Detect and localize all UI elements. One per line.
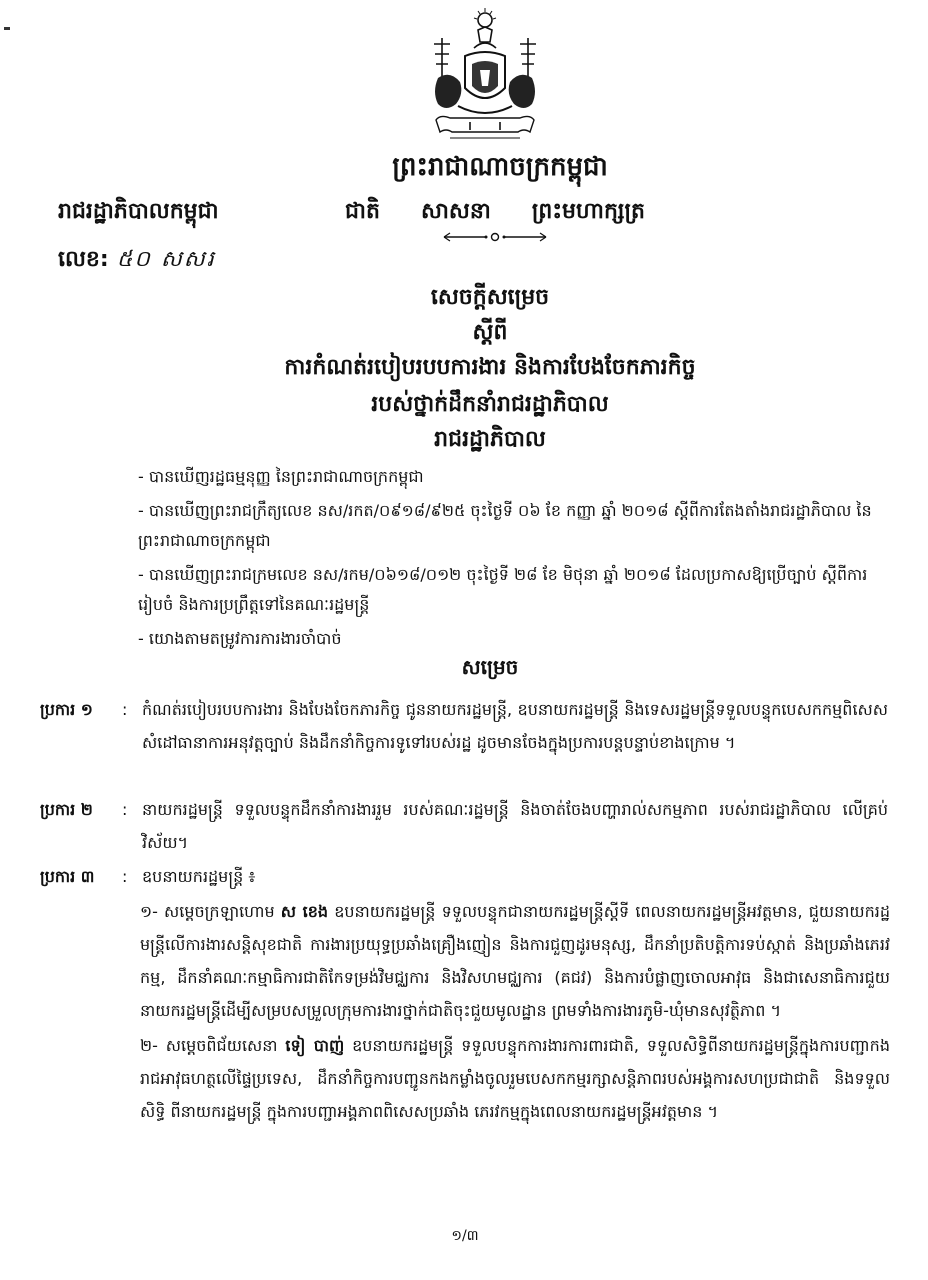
sub-item-2	[140, 1029, 890, 1128]
decision-title: សេចក្តីសម្រេច	[430, 285, 550, 310]
article-colon: :	[122, 867, 128, 886]
motto-king: ព្រះមហាក្សត្រ	[531, 199, 645, 224]
article-colon: :	[122, 800, 128, 819]
ornament-divider-icon	[440, 230, 550, 244]
article-3	[40, 860, 888, 893]
decides-heading: សម្រេច	[461, 655, 519, 679]
article-label: ប្រការ ៣	[40, 867, 95, 886]
article-label: ប្រការ ១	[40, 700, 93, 719]
motto-nation: ជាតិ	[345, 199, 380, 224]
article-text: ឧបនាយករដ្ឋមន្ត្រី ៖	[142, 867, 256, 886]
subject-line-2: របស់ថ្នាក់ដឹកនាំរាជរដ្ឋាភិបាល	[371, 392, 609, 417]
preamble-item: - បានឃើញព្រះរាជក្រមលេខ នស/រកម/០៦១៨/០១២ ចុះថ្ងៃទី ២៨ ខែ មិថុនា ឆ្នាំ ២០១៨ ដែលប្រកាសឱ្យប្រើច្បាប់ ស្តីពីការរៀបចំ និងការប្រព្រឹត្តទៅនៃគណៈរដ្ឋមន្ត្រី	[138, 565, 868, 614]
issuer-heading: រាជរដ្ឋាភិបាល	[434, 427, 546, 452]
motto-religion: សាសនា	[420, 199, 491, 224]
article-text: កំណត់របៀបរបបការងារ និងបែងចែកភារកិច្ច ជូននាយករដ្ឋមន្ត្រី, ឧបនាយករដ្ឋមន្ត្រី និងទេសរដ្ឋមន្ត្រីទទួលបន្ទុកបេសកកម្មពិសេស សំដៅធានាការអនុវត្តច្បាប់ និងដឹកនាំកិច្ចការទូទៅរបស់រដ្ឋ ដូចមានចែងក្នុងប្រការបន្តបន្ទាប់ខាងក្រោម ។	[142, 700, 888, 752]
number-value: ៥០ សសរ	[116, 247, 216, 272]
preamble-item: - បានឃើញរដ្ឋធម្មនុញ្ញ នៃព្រះរាជាណាចក្រកម្ពុជា	[138, 467, 424, 486]
article-text: នាយករដ្ឋមន្ត្រី ទទួលបន្ទុកដឹកនាំការងាររួម របស់គណៈរដ្ឋមន្ត្រី និងចាត់ចែងបញ្ហារាល់សកម្មភាព របស់រាជរដ្ឋាភិបាល លើគ្រប់វិស័យ។	[142, 800, 888, 852]
page-number: ១/៣	[451, 1228, 479, 1244]
scan-mark	[4, 27, 10, 30]
preamble-list	[138, 462, 878, 658]
preamble-item: - យោងតាមតម្រូវការការងារចាំបាច់	[138, 629, 342, 648]
sub-item-prefix: ១- សម្តេចក្រឡាហោម	[140, 902, 281, 921]
article-1	[40, 693, 888, 759]
document-number	[58, 245, 216, 277]
sub-item-text: ឧបនាយករដ្ឋមន្ត្រី ទទួលបន្ទុកជានាយករដ្ឋមន្ត្រីស្តីទី ពេលនាយករដ្ឋមន្ត្រីអវត្តមាន, ជួយនាយករដ្ឋមន្ត្រីលើការងារសន្តិសុខជាតិ ការងារប្រយុទ្ធប្រឆាំងគ្រឿងញៀន និងការជួញដូរមនុស្ស, ដឹកនាំប្រតិបត្តិការទប់ស្កាត់ និងប្រឆាំងភេរវកម្ម, ដឹកនាំគណៈកម្មាធិការជាតិកែទម្រង់វិមជ្ឈការ និងវិសហមជ្ឈការ (គជវ) និងការបំផ្លាញចោលអាវុធ និងជាសេនាធិការជួយនាយករដ្ឋមន្ត្រីដើម្បីសម្របសម្រួលក្រុមការងារថ្នាក់ជាតិចុះជួយមូលដ្ឋាន ព្រមទាំងការងារភូមិ-ឃុំមានសុវត្ថិភាព ។	[140, 902, 890, 1020]
sub-item-prefix: ២- សម្តេចពិជ័យសេនា	[140, 1036, 286, 1055]
preamble-item: - បានឃើញព្រះរាជក្រឹត្យលេខ នស/រកត/០៩១៨/៩២៥ ចុះថ្ងៃទី ០៦ ខែ កញ្ញា ឆ្នាំ ២០១៨ ស្តីពីការតែងតាំងរាជរដ្ឋាភិបាល នៃព្រះរាជាណាចក្រកម្ពុជា	[138, 501, 872, 550]
official-name: ទៀ បាញ់	[285, 1036, 345, 1055]
government-name: រាជរដ្ឋាភិបាលកម្ពុជា	[58, 199, 219, 224]
subject-line-1: ការកំណត់របៀបរបបការងារ និងការបែងចែកភារកិច្ច	[284, 355, 696, 380]
sub-item-1	[140, 895, 890, 1027]
official-name: ស ខេង	[280, 902, 329, 921]
royal-emblem-icon	[420, 8, 550, 146]
article-colon: :	[122, 700, 128, 719]
article-label: ប្រការ ២	[40, 800, 93, 819]
article-3-sub-items	[140, 895, 890, 1130]
sub-item-text: ឧបនាយករដ្ឋមន្ត្រី ទទួលបន្ទុកការងារការពារជាតិ, ទទួលសិទ្ធិពីនាយករដ្ឋមន្ត្រីក្នុងការបញ្ជាកងរាជអាវុធហត្ថលើផ្ទៃប្រទេស, ដឹកនាំកិច្ចការបញ្ជូនកងកម្លាំងចូលរួមបេសកកម្មរក្សាសន្តិភាពរបស់អង្គការសហប្រជាជាតិ និងទទួលសិទ្ធិ ពីនាយករដ្ឋមន្ត្រី ក្នុងការបញ្ជាអង្គភាពពិសេសប្រឆាំង ភេរវកម្មក្នុងពេលនាយករដ្ឋមន្ត្រីអវត្តមាន ។	[140, 1036, 890, 1121]
about-label: ស្តីពី	[472, 320, 508, 345]
kingdom-heading: ព្រះរាជាណាចក្រកម្ពុជា	[392, 152, 608, 182]
national-motto	[345, 197, 645, 229]
article-2	[40, 793, 888, 859]
number-label: លេខ:	[58, 247, 109, 272]
